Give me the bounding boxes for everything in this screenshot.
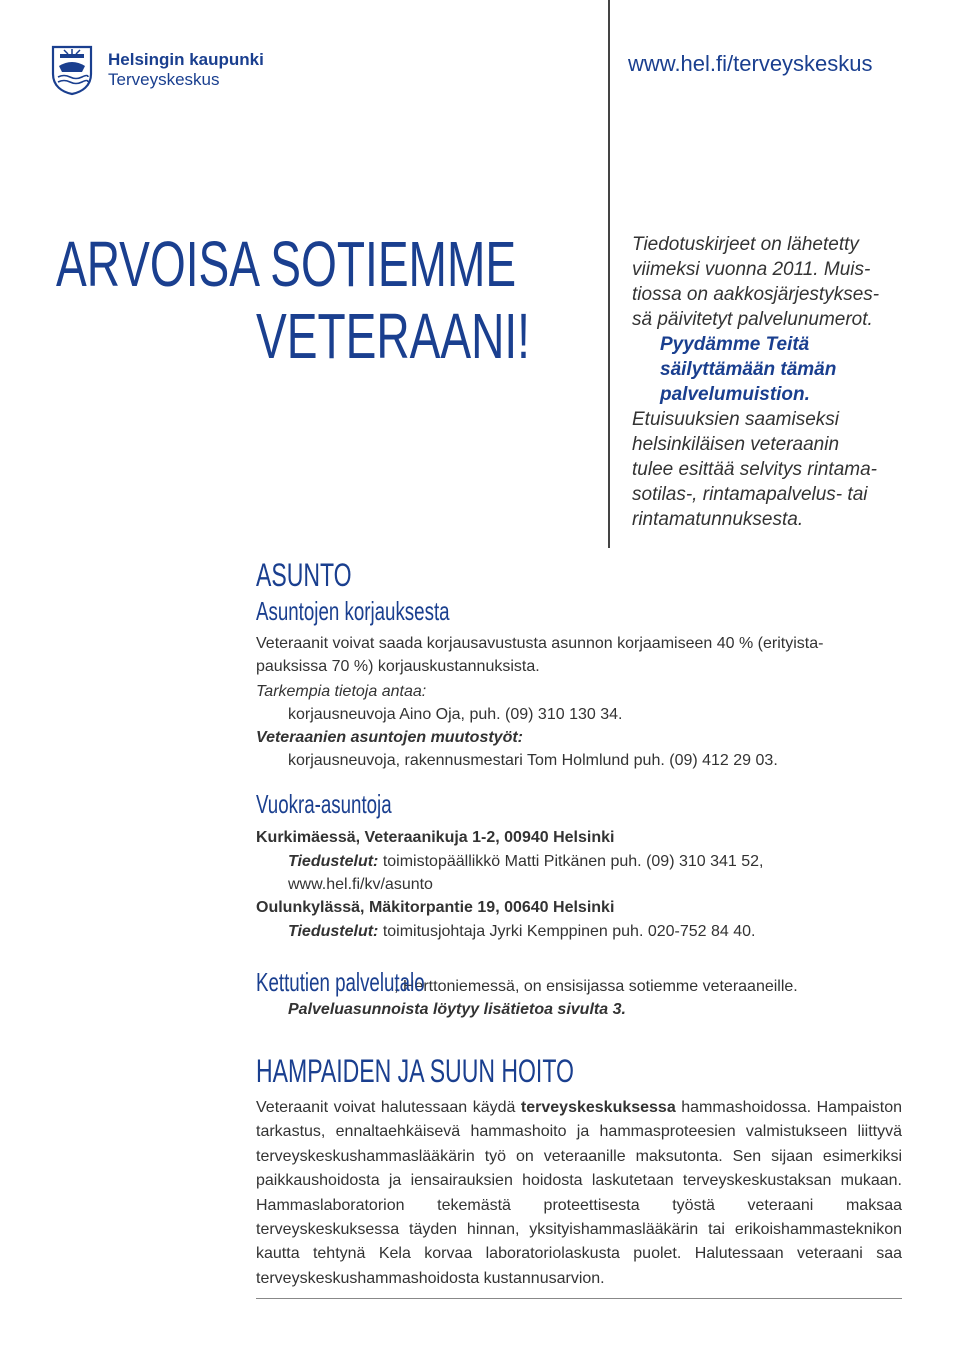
notice-benefit-line: rintamatunnuksesta. [632,509,804,530]
notice-emphasis-line: säilyttämään tämän [660,359,837,380]
construction-master-contact: korjausneuvoja, rakennusmestari Tom Holmlund puh. (09) 412 29 03. [288,752,778,769]
kettutie-title: Kettutien palvelutalo [256,967,425,997]
kurkimaki-address: Kurkimäessä, Veteraanikuja 1-2, 00940 Helsinki [256,829,615,846]
bottom-divider [256,1298,902,1299]
organization-name: Helsingin kaupunki [108,50,264,69]
repairs-text-line: pauksissa 70 %) korjauskustannuksista. [256,658,540,675]
notice-line: sä päivitetyt palvelunumerot. [632,309,873,330]
notice-box [632,232,932,532]
notice-benefit-line: tulee esittää selvitys rintama- [632,459,877,480]
kurkimaki-web-link[interactable]: www.hel.fi/kv/asunto [288,876,433,893]
kurkimaki-contact [288,850,888,896]
inquiries-label: Tiedustelut: [288,923,379,940]
dental-text [256,1096,902,1291]
repairs-text [256,632,906,678]
oulunkyla-contact [288,920,756,943]
dental-text-rest: hammashoidossa. Hampaiston tarkastus, ennaltaehkäisevä hammashoito ja hammasproteesien valmistukseen liittyvä terveyskeskushammaslääkärin työ on veteraanille maksutonta. Sen sijaan esimerkiksi paikkaushoidosta ja iensairauksien hoidosta laskutetaan terveyskeskustaksan mukaan. Hammaslaboratorion tekemästä proteettisesta työstä veteraani maksaa terveyskeskuksessa täyden hinnan, yksityishammaslääkärin tai erikoishammasteknikon kautta tehtynä Kela korvaa laboratoriolaskusta puolet. Halutessaan veteraani saa terveyskeskushammashoidosta kustannusarvion. [256,1099,902,1287]
organization-unit: Terveyskeskus [108,70,220,89]
column-divider [608,0,610,548]
repairs-text-line: Veteraanit voivat saada korjausavustusta asunnon korjaamiseen 40 % (erityista- [256,635,824,652]
website-url[interactable]: www.hel.fi/terveyskeskus [628,51,873,76]
kettutie-note: Palveluasunnoista löytyy lisätietoa sivulta 3. [288,1001,626,1018]
page-title-line1: ARVOISA SOTIEMME [56,228,517,300]
section-heading-asunto: ASUNTO [256,557,352,593]
notice-line: Tiedotuskirjeet on lähetetty [632,234,859,255]
notice-benefit-line: sotilas-, rintamapalvelus- tai [632,484,868,505]
modifications-label: Veteraanien asuntojen muutostyöt: [256,729,523,746]
notice-emphasis-line: palvelumuistion. [660,384,810,405]
repair-advisor-contact: korjausneuvoja Aino Oja, puh. (09) 310 130 34. [288,706,623,723]
helsinki-crest-logo [50,44,94,96]
inquiries-label: Tiedustelut: [288,853,379,870]
subheading-repairs: Asuntojen korjauksesta [256,596,450,626]
kettutie-paragraph [256,966,798,998]
kettutie-description: , Herttoniemessä, on ensisijassa sotiemme veteraaneille. [394,978,798,995]
dental-text-bold: terveyskeskuksessa [520,1099,676,1116]
notice-benefit-line: helsinkiläisen veteraanin [632,434,840,455]
oulunkyla-contact-person: toimitusjohtaja Jyrki Kemppinen puh. 020-752 84 40. [378,923,756,940]
notice-emphasis-line: Pyydämme Teitä [660,334,810,355]
more-info-label: Tarkempia tietoja antaa: [256,683,427,700]
page-title-line2: VETERAANI! [256,300,530,372]
section-heading-dental: HAMPAIDEN JA SUUN HOITO [256,1053,574,1089]
notice-benefit-line: Etuisuuksien saamiseksi [632,409,839,430]
oulunkyla-address: Oulunkylässä, Mäkitorpantie 19, 00640 Helsinki [256,899,615,916]
notice-line: tiossa on aakkosjärjestykses- [632,284,880,305]
notice-line: viimeksi vuonna 2011. Muis- [632,259,871,280]
subheading-rental: Vuokra-asuntoja [256,789,392,819]
kurkimaki-contact-person: toimistopäällikkö Matti Pitkänen puh. (09) 310 341 52, [378,853,764,870]
dental-text-start: Veteraanit voivat halutessaan käydä [256,1099,521,1116]
